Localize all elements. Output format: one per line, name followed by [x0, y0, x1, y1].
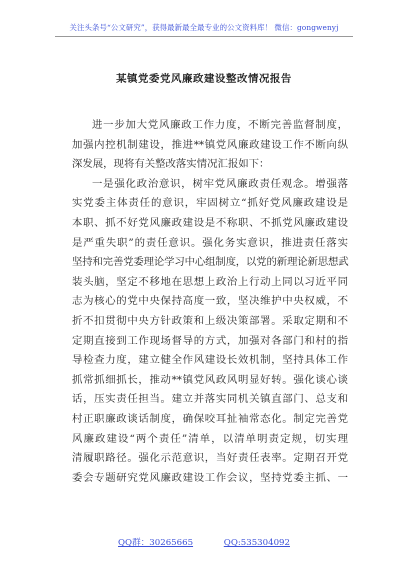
body-line: 一是强化政治意识，树牢党风廉政责任观念。增强落	[92, 177, 348, 190]
body-line: 导检查力度，建立健全作风建设长效机制，坚持具体工作	[72, 354, 348, 367]
footer-contacts	[0, 536, 408, 548]
body-line: 委会专题研究党风廉政建设工作会议，坚持党委主抓、一	[72, 471, 348, 484]
document-title: 某镇党委党风廉政建设整改情况报告	[116, 73, 292, 85]
body-line: 装头脑，坚定不移地在思想上政治上行动上同以习近平同	[72, 275, 348, 288]
body-line: 话，压实责任担当。建立并落实同机关镇直部门、总支和	[72, 393, 348, 406]
body-line: 定期直接到工作现场督导的方式，加强对各部门和村的指	[72, 334, 348, 347]
document-body	[72, 116, 348, 488]
body-line: 清履职路径。强化示范意识，当好责任表率。定期召开党	[72, 452, 348, 465]
body-line: 进一步加大党风廉政工作力度，不断完善监督制度，	[92, 119, 348, 131]
header-banner: 关注头条号“公文研究”，获得最新最全最专业的公文资料库！ 微信：gongwenyj	[69, 23, 339, 32]
body-line: 本职、抓不好党风廉政建设是不称职、不抓党风廉政建设	[72, 216, 348, 229]
footer-qq-contact[interactable]: QQ:535304092	[223, 538, 290, 548]
body-line: 深发展，现将有关整改落实情况汇报如下：	[72, 158, 270, 171]
body-line: 村正职廉政谈话制度，确保咬耳扯袖常态化。制定完善党	[72, 412, 348, 425]
body-line: 实党委主体责任的意识，牢固树立“抓好党风廉政建设是	[72, 197, 348, 210]
body-line: 抓常抓细抓长，推动**镇党风政风明显好转。强化谈心谈	[72, 373, 348, 386]
body-line: 志为核心的党中央保持高度一致，坚决维护中央权威，不	[72, 295, 348, 308]
body-line: 是严重失职”的责任意识。强化务实意识，推进责任落实	[72, 236, 348, 249]
body-line: 加强内控机制建设，推进**镇党风廉政建设工作不断向纵	[72, 138, 348, 151]
body-line: 坚持和完善党委理论学习中心组制度，以党的新理论新思想武	[72, 256, 348, 269]
footer-qq-group[interactable]: QQ群：30265665	[118, 538, 194, 548]
body-line: 折不扣贯彻中央方针政策和上级决策部署。采取定期和不	[72, 314, 348, 327]
body-line: 风廉政建设“两个责任”清单，以清单明责定规，切实理	[72, 432, 348, 445]
header-divider	[55, 36, 353, 37]
